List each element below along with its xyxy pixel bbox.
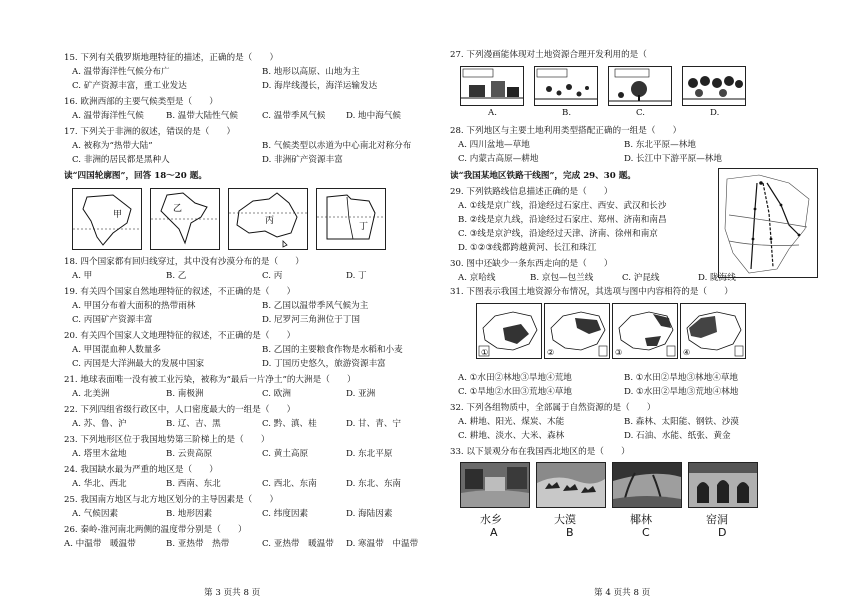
q16-option-d: D. 地中海气候 [346, 111, 402, 121]
q20-option-c: C. 丙国是大洋洲最大的发展中国家 [72, 359, 205, 369]
q18-option-d: D. 丁 [346, 271, 367, 281]
q32-option-b: B. 森林、太阳能、钢铁、沙漠 [624, 417, 739, 427]
q24-option-b: B. 西南、东北 [166, 479, 221, 489]
q15-option-d: D. 海岸线漫长，海洋运输发达 [262, 81, 378, 91]
photo-letter-d: D [718, 526, 727, 539]
map-country-jia [72, 188, 142, 250]
svg-text:④: ④ [683, 348, 691, 357]
q31-option-d: D. ①水田②旱地③荒地④林地 [624, 387, 739, 397]
q15-option-c: C. 矿产资源丰富，重工业发达 [72, 81, 187, 91]
q17-option-b: B. 气候类型以赤道为中心南北对称分布 [262, 141, 412, 151]
q18-option-c: C. 丙 [262, 271, 283, 281]
q16-option-b: B. 温带大陆性气候 [166, 111, 238, 121]
q28-option-b: B. 东北平原—林地 [624, 140, 696, 150]
cartoon-a [460, 66, 524, 106]
q16-stem: 16. 欧洲西部的主要气候类型是（ ） [64, 97, 218, 107]
q30-stem: 30. 图中还缺少一条东西走向的是（ ） [450, 259, 613, 269]
q27-option-d: D. [710, 108, 720, 118]
q16-option-c: C. 温带季风气候 [262, 111, 326, 121]
q27-stem: 27. 下列漫画能体现对土地资源合理开发利用的是（ [450, 50, 647, 60]
cartoon-c [608, 66, 672, 106]
q19-option-a: A. 甲国分布着大面积的热带雨林 [72, 301, 196, 311]
q24-option-a: A. 华北、西北 [72, 479, 127, 489]
photo-desert [536, 462, 606, 508]
q20-option-a: A. 甲国混血种人数量多 [72, 345, 162, 355]
photo-letter-a: A [490, 526, 498, 539]
q15-option-a: A. 温带海洋性气候分布广 [72, 67, 170, 77]
q21-option-b: B. 南极洲 [166, 389, 204, 399]
q28-option-c: C. 内蒙古高原—耕地 [458, 154, 539, 164]
q22-stem: 22. 下列四组省级行政区中，人口密度最大的一组是（ ） [64, 405, 296, 415]
q28-option-a: A. 四川盆地—草地 [458, 140, 530, 150]
q18-option-a: A. 甲 [72, 271, 93, 281]
q18-stem: 18. 四个国家都有回归线穿过，其中没有沙漠分布的是（ ） [64, 257, 304, 267]
q33-stem: 33. 以下景观分布在我国西北地区的是（ ） [450, 447, 630, 457]
q24-option-d: D. 东北、东南 [346, 479, 402, 489]
q16-option-a: A. 温带海洋性气候 [72, 111, 144, 121]
photo-caption-coconut-grove: 椰林 [630, 513, 652, 526]
map-label-yi: 乙 [173, 204, 183, 214]
q25-option-c: C. 纬度因素 [262, 509, 309, 519]
land-map-4 [680, 303, 746, 359]
page-footer-4: 第 4 页共 8 页 [594, 588, 651, 598]
q32-stem: 32. 下列各组物质中，全部属于自然资源的是（ ） [450, 403, 656, 413]
q19-option-d: D. 尼罗河三角洲位于丁国 [262, 315, 360, 325]
railway-map [718, 168, 818, 278]
q23-option-c: C. 黄土高原 [262, 449, 309, 459]
q17-option-c: C. 非洲的居民都是黑种人 [72, 155, 170, 165]
map-label-bing: 丙 [265, 216, 275, 226]
q15-stem: 15. 下列有关俄罗斯地理特征的描述，正确的是（ ） [64, 53, 279, 63]
q21-option-a: A. 北美洲 [72, 389, 110, 399]
q22-option-c: C. 黔、滇、桂 [262, 419, 317, 429]
q27-option-b: B. [562, 108, 572, 118]
q32-option-c: C. 耕地、淡水、大米、森林 [458, 431, 565, 441]
q32-option-a: A. 耕地、阳光、煤炭、木能 [458, 417, 565, 427]
photo-caption-desert: 大漠 [554, 513, 576, 526]
q17-stem: 17. 下列关于非洲的叙述，错误的是（ ） [64, 127, 236, 137]
q22-option-d: D. 甘、青、宁 [346, 419, 402, 429]
q30-option-d: D. 陇海线 [698, 273, 736, 283]
q30-option-a: A. 京哈线 [458, 273, 496, 283]
q29-option-d: D. ①②③线都跨越黄河、长江和珠江 [458, 243, 597, 253]
map-country-yi [150, 188, 220, 250]
q21-option-d: D. 亚洲 [346, 389, 376, 399]
map-label-jia: 甲 [113, 210, 123, 220]
page-footer-3: 第 3 页共 8 页 [204, 588, 261, 598]
read-instruction-18-20: 读“四国轮廓图”，回答 18～20 题。 [64, 171, 207, 181]
q25-option-d: D. 海陆因素 [346, 509, 393, 519]
q19-stem: 19. 有关四个国家自然地理特征的叙述，不正确的是（ ） [64, 287, 296, 297]
photo-letter-b: B [566, 526, 574, 539]
q29-option-b: B. ②线是京九线，沿途经过石家庄、郑州、济南和南昌 [458, 215, 667, 225]
q23-option-a: A. 塔里木盆地 [72, 449, 127, 459]
read-instruction-29-30: 读“我国某地区铁路干线图”，完成 29、30 题。 [450, 171, 636, 181]
q22-option-a: A. 苏、鲁、沪 [72, 419, 127, 429]
svg-text:②: ② [547, 348, 555, 357]
land-map-3 [612, 303, 678, 359]
q29-stem: 29. 下列铁路线信息描述正确的是（ ） [450, 187, 613, 197]
q28-option-d: D. 长江中下游平原—林地 [624, 154, 722, 164]
q23-option-d: D. 东北平原 [346, 449, 393, 459]
q24-option-c: C. 西北、东南 [262, 479, 317, 489]
photo-water-town [460, 462, 530, 508]
q26-option-a: A. 中温带 暖温带 [64, 539, 136, 549]
land-map-1 [476, 303, 542, 359]
q19-option-b: B. 乙国以温带季风气候为主 [262, 301, 369, 311]
q32-option-d: D. 石油、水能、纸张、黄金 [624, 431, 731, 441]
q17-option-d: D. 非洲矿产资源丰富 [262, 155, 343, 165]
q25-option-a: A. 气候因素 [72, 509, 119, 519]
photo-cave-dwelling [688, 462, 758, 508]
page-4 [430, 0, 860, 608]
q21-option-c: C. 欧洲 [262, 389, 291, 399]
q24-stem: 24. 我国缺水最为严重的地区是（ ） [64, 465, 218, 475]
q27-option-c: C. [636, 108, 646, 118]
q17-option-a: A. 被称为“热带大陆” [72, 141, 153, 151]
q31-option-c: C. ①旱地②水田③荒地④草地 [458, 387, 572, 397]
photo-letter-c: C [642, 526, 650, 539]
q18-option-b: B. 乙 [166, 271, 187, 281]
q27-option-a: A. [488, 108, 497, 118]
photo-caption-cave-dwelling: 窑洞 [706, 513, 728, 526]
map-country-bing [228, 188, 308, 250]
land-map-2 [544, 303, 610, 359]
map-country-ding [316, 188, 386, 250]
q25-option-b: B. 地形因素 [166, 509, 213, 519]
q23-stem: 23. 下列地形区位于我国地势第三阶梯上的是（ ） [64, 435, 270, 445]
q29-option-c: C. ③线是京沪线，沿途经过天津、济南、徐州和南京 [458, 229, 658, 239]
q15-option-b: B. 地形以高原、山地为主 [262, 67, 360, 77]
q28-stem: 28. 下列地区与主要土地利用类型搭配正确的一组是（ ） [450, 126, 682, 136]
q26-option-b: B. 亚热带 热带 [166, 539, 230, 549]
cartoon-b [534, 66, 598, 106]
q30-option-c: C. 沪昆线 [622, 273, 660, 283]
q20-option-d: D. 丁国历史悠久，旅游资源丰富 [262, 359, 386, 369]
cartoon-d [682, 66, 746, 106]
q20-option-b: B. 乙国的主要粮食作物是水稻和小麦 [262, 345, 403, 355]
svg-text:①: ① [481, 348, 489, 357]
q23-option-b: B. 云贵高原 [166, 449, 213, 459]
q26-option-c: C. 亚热带 暖温带 [262, 539, 334, 549]
q22-option-b: B. 辽、吉、黑 [166, 419, 221, 429]
q30-option-b: B. 京包—包兰线 [530, 273, 594, 283]
q31-option-b: B. ①水田②旱地③林地④草地 [624, 373, 739, 383]
q20-stem: 20. 有关四个国家人文地理特征的叙述，不正确的是（ ） [64, 331, 296, 341]
q19-option-c: C. 丙国矿产资源丰富 [72, 315, 153, 325]
q21-stem: 21. 地球表面唯一没有被工业污染，被称为“最后一片净土”的大洲是（ ） [64, 375, 356, 385]
q31-option-a: A. ①水田②林地③旱地④荒地 [458, 373, 572, 383]
q31-stem: 31. 下图表示我国土地资源分布情况，其选项与图中内容相符的是（ ） [450, 287, 733, 297]
q29-option-a: A. ①线是京广线，沿途经过石家庄、西安、武汉和长沙 [458, 201, 667, 211]
map-label-ding: 丁 [359, 222, 369, 232]
q26-stem: 26. 秦岭-淮河南北两侧的温度带分别是（ ） [64, 525, 247, 535]
svg-text:③: ③ [615, 348, 623, 357]
photo-caption-water-town: 水乡 [480, 513, 502, 526]
q25-stem: 25. 我国南方地区与北方地区划分的主导因素是（ ） [64, 495, 279, 505]
photo-coconut-grove [612, 462, 682, 508]
q26-option-d: D. 寒温带 中温带 [346, 539, 419, 549]
